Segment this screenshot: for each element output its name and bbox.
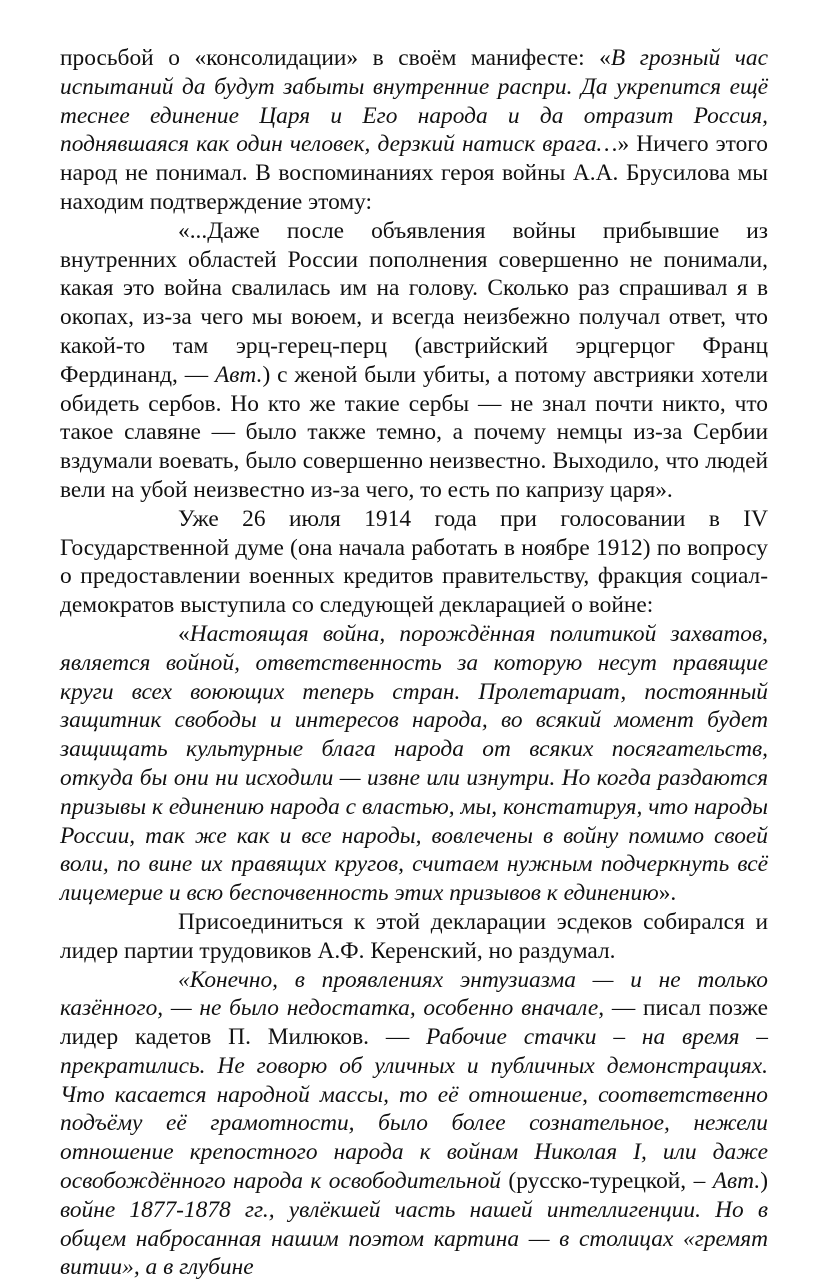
milyukov-quote-part: Рабочие стачки – на время – прекратились. Не говорю об уличных и публичных демонстрациях. Что касается народной массы, то её отношение, соответственно подъёму её грамотности, было более сознательное, нежели отношение крепостного народа к войнам Николая I, или даже освобождённого народа к освободительной (60, 1024, 768, 1194)
milyukov-quote-part: войне 1877-1878 гг., увлёкшей часть нашей интеллигенции. Но в общем набросанная нашим поэтом картина — в столицах «гремят витии», а в глубине (60, 1197, 768, 1281)
text-run: «...Даже после объявления войны прибывшие из внутренних областей России пополнения совершенно не понимали, какая это война свалилась им на голову. Сколько раз спрашивал я в окопах, из-за чего мы воюем, и всегда неизбежно получал ответ, что какой-то там эрц-герец-перц (австрийский эрцгерцог Франц Фердинанд, — (60, 218, 768, 388)
milyukov-quote-part: «Конечно, в проявлениях энтузиазма — и не только казённого, — не было недостатка, особенно вначале, (60, 967, 768, 1022)
text-run: ) с женой были убиты, а потому австрияки хотели обидеть сербов. Но кто же такие сербы — не знал почти никто, что такое славяне — было также темно, а почему немцы из-за Сербии вздумали воевать, было совершенно неизвестно. Выходило, что людей вели на убой неизвестно из-за чего, то есть по капризу царя». (60, 362, 768, 503)
paragraph-milyukov-quote (60, 966, 768, 1282)
author-note: Авт. (713, 1168, 760, 1194)
paragraph-duma-vote: Уже 26 июля 1914 года при голосовании в IV Государственной думе (она начала работать в ноябре 1912) по вопросу о предоставлении военных кредитов правительству, фракция социал-демократов выступила со следующей декларацией о войне: (60, 505, 768, 620)
document-page (60, 44, 768, 1282)
paragraph-declaration-quote (60, 620, 768, 908)
paragraph-manifesto (60, 44, 768, 217)
text-run: » Ничего этого народ не понимал. В воспоминаниях героя войны А.А. Брусилова мы находим подтверждение этому: (60, 131, 768, 215)
manifesto-quote: В грозный час испытаний да будут забыты внутренние распри. Да укрепится ещё теснее единение Царя и Его народа и да отразит Россия, поднявшаяся как один человек, дерзкий натиск врага… (60, 45, 768, 157)
text-run: ». (659, 880, 677, 906)
paragraph-brusilov-quote (60, 217, 768, 505)
paragraph-kerensky: Присоединиться к этой декларации эсдеков собирался и лидер партии трудовиков А.Ф. Керенский, но раздумал. (60, 908, 768, 966)
declaration-text: Настоящая война, порождённая политикой захватов, является войной, ответственность за которую несут правящие круги всех воюющих теперь стран. Пролетариат, постоянный защитник свободы и интересов народа, во всякий момент будет защищать культурные блага народа от всяких посягательств, откуда бы они ни исходили — извне или изнутри. Но когда раздаются призывы к единению народа с властью, мы, констатируя, что народы России, так же как и все народы, вовлечены в войну помимо своей воли, по вине их правящих кругов, считаем нужным подчеркнуть всё лицемерие и всю беспочвенность этих призывов к единению (60, 621, 768, 906)
text-run: « (178, 621, 190, 647)
text-run: — писал позже лидер кадетов П. Милюков. — (60, 995, 768, 1050)
author-note: Авт. (215, 362, 262, 388)
text-run: (русско-турецкой, – (501, 1168, 713, 1194)
text-run: ) (760, 1168, 768, 1194)
text-run: просьбой о «консолидации» в своём манифесте: « (60, 45, 611, 71)
